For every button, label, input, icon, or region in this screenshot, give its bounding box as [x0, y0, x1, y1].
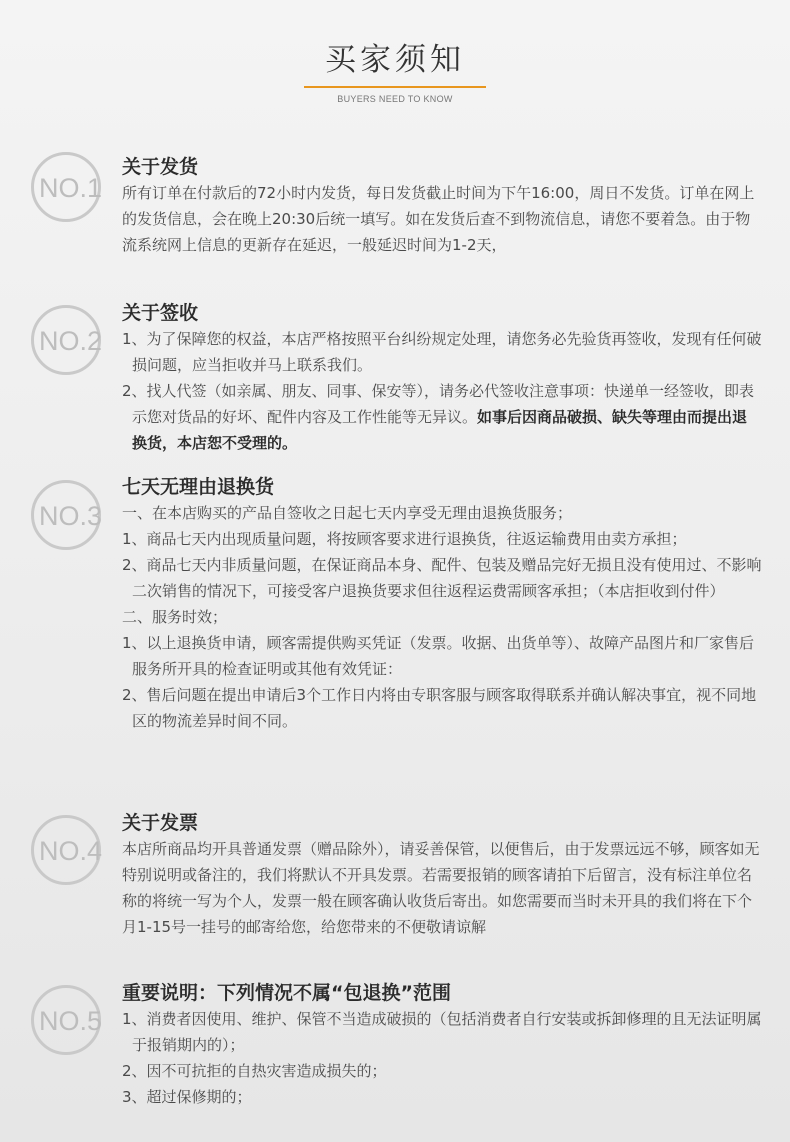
title-underline: [304, 86, 486, 88]
section-paragraph: 所有订单在付款后的72小时内发货，每日发货截止时间为下午16:00，周日不发货。订单在网上的发货信息，会在晚上20:30后统一填写。如在发货后查不到物流信息，请您不要着急。由于物流系统网上信息的更新存在延迟，一般延迟时间为1-2天，: [122, 184, 755, 254]
list-item-warning: 如事后因商品破损、缺失等理由而提出退换货，本店恕不受理的。: [132, 408, 748, 452]
badge-label: NO.3: [39, 501, 103, 531]
list-item: 二、服务时效；: [122, 608, 228, 626]
page-subtitle: BUYERS NEED TO KNOW: [337, 94, 453, 104]
badge-label: NO.2: [39, 326, 103, 356]
list-item: 1、商品七天内出现质量问题，将按顾客要求进行退换货，往返运输费用由卖方承担；: [122, 530, 687, 548]
section-badge-5: [31, 985, 101, 1055]
section-title: 关于发票: [122, 812, 199, 834]
section-exclusions: [122, 980, 762, 1110]
section-badge-4: [31, 815, 101, 885]
page-header: [0, 40, 790, 104]
list-item: 1、为了保障您的权益，本店严格按照平台纠纷规定处理，请您务必先验货再签收，发现有任何破损问题，应当拒收并马上联系我们。: [122, 330, 762, 374]
section-paragraph: 本店所商品均开具普通发票（赠品除外），请妥善保管，以便售后，由于发票远远不够，顾客如无特别说明或备注的，我们将默认不开具发票。若需要报销的顾客请拍下后留言，没有标注单位名称的将统一写为个人，发票一般在顾客确认收货后寄出。如您需要而当时未开具的我们将在下个月1-15号一挂号的邮寄给您，给您带来的不便敬请谅解: [122, 840, 760, 936]
list-item: 2、因不可抗拒的自热灾害造成损失的；: [122, 1062, 387, 1080]
section-badge-2: [31, 305, 101, 375]
section-title: 七天无理由退换货: [122, 476, 275, 498]
list-item: [122, 378, 762, 456]
list-item: 2、商品七天内非质量问题，在保证商品本身、配件、包装及赠品完好无损且没有使用过、不影响二次销售的情况下，可接受客户退换货要求但往返程运费需顾客承担；（本店拒收到付件）: [122, 556, 762, 600]
list-item: 1、以上退换货申请，顾客需提供购买凭证（发票。收据、出货单等）、故障产品图片和厂家售后服务所开具的检查证明或其他有效凭证：: [122, 634, 755, 678]
section-returns: [122, 474, 762, 734]
section-invoice: [122, 810, 762, 940]
section-title: 关于发货: [122, 156, 199, 178]
badge-label: NO.5: [39, 1006, 103, 1036]
list-item: 1、消费者因使用、维护、保管不当造成破损的（包括消费者自行安装或拆卸修理的且无法证明属于报销期内的）；: [122, 1010, 762, 1054]
list-item: 3、超过保修期的；: [122, 1088, 252, 1106]
list-item: 一、在本店购买的产品自签收之日起七天内享受无理由退换货服务；: [122, 504, 573, 522]
list-item-text: 2、找人代签（如亲属、朋友、同事、保安等），请务必代签收注意事项：快递单一经签收，即表示您对货品的好坏、配件内容及工作性能等无异议。: [122, 382, 755, 426]
section-receipt: [122, 300, 762, 456]
section-badge-1: [31, 152, 101, 222]
section-badge-3: [31, 480, 101, 550]
page-title: 买家须知: [325, 42, 465, 78]
section-title: 关于签收: [122, 302, 199, 324]
badge-label: NO.4: [39, 836, 103, 866]
badge-label: NO.1: [39, 173, 103, 203]
section-shipping: [122, 154, 762, 258]
list-item: 2、售后问题在提出申请后3个工作日内将由专职客服与顾客取得联系并确认解决事宜，视不同地区的物流差异时间不同。: [122, 686, 757, 730]
section-title: 重要说明：下列情况不属“包退换”范围: [122, 982, 451, 1004]
